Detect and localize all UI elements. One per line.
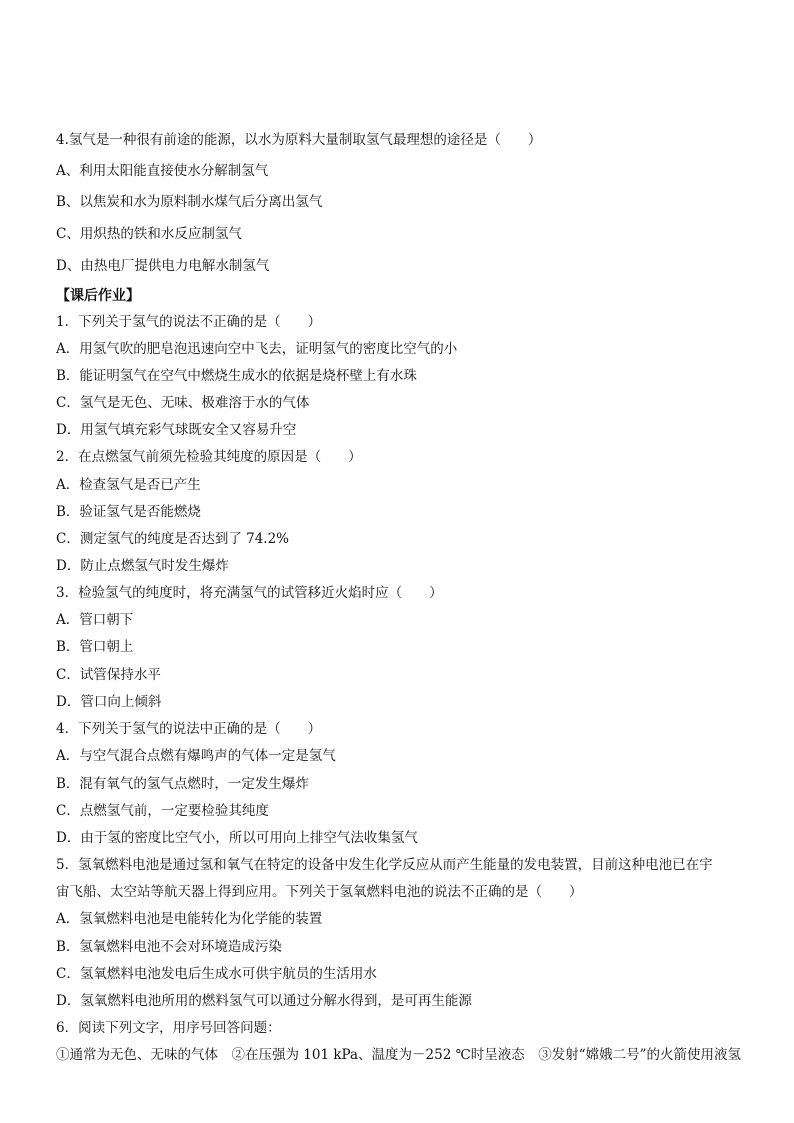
- hw-q1-option-a: A．用氢气吹的肥皂泡迅速向空中飞去，证明氢气的密度比空气的小: [56, 341, 458, 357]
- hw-q5-stem-line1: 5．氢氧燃料电池是通过氢和氧气在特定的设备中发生化学反应从而产生能量的发电装置，目前这种电池已在宇: [56, 857, 713, 873]
- hw-q1-option-c: C．氢气是无色、无味、极难溶于水的气体: [56, 395, 310, 411]
- hw-q1-option-d: D．用氢气填充彩气球既安全又容易升空: [56, 422, 297, 438]
- hw-q2-stem: 2．在点燃氢气前须先检验其纯度的原因是（ ）: [56, 449, 362, 465]
- hw-q3-option-d: D．管口向上倾斜: [56, 694, 162, 710]
- hw-q3-option-b: B．管口朝上: [56, 639, 134, 655]
- hw-q2-option-a: A．检查氢气是否已产生: [56, 477, 201, 493]
- question-4-option-c: C、用炽热的铁和水反应制氢气: [56, 226, 242, 242]
- hw-q6-stem: 6．阅读下列文字，用序号回答问题：: [56, 1020, 281, 1036]
- hw-q5-stem-line2: 宙飞船、太空站等航天器上得到应用。下列关于氢氧燃料电池的说法不正确的是（ ）: [56, 884, 583, 900]
- hw-q5-option-b: B．氢氧燃料电池不会对环境造成污染: [56, 939, 282, 955]
- hw-q2-option-b: B．验证氢气是否能燃烧: [56, 504, 201, 520]
- hw-q1-option-b: B．能证明氢气在空气中燃烧生成水的依据是烧杯壁上有水珠: [56, 368, 417, 384]
- question-4-option-b: B、以焦炭和水为原料制水煤气后分离出氢气: [56, 194, 323, 210]
- hw-q5-option-c: C．氢氧燃料电池发电后生成水可供宇航员的生活用水: [56, 966, 377, 982]
- hw-q4-option-d: D．由于氢的密度比空气小，所以可用向上排空气法收集氢气: [56, 830, 418, 846]
- question-4-stem: 4.氢气是一种很有前途的能源，以水为原料大量制取氢气最理想的途径是（ ）: [56, 132, 542, 148]
- hw-q4-option-a: A．与空气混合点燃有爆鸣声的气体一定是氢气: [56, 748, 336, 764]
- question-4-option-d: D、由热电厂提供电力电解水制氢气: [56, 258, 270, 274]
- hw-q4-option-c: C．点燃氢气前，一定要检验其纯度: [56, 803, 269, 819]
- hw-q3-option-c: C．试管保持水平: [56, 667, 161, 683]
- homework-heading: 【课后作业】: [56, 288, 140, 304]
- hw-q1-stem: 1．下列关于氢气的说法不正确的是（ ）: [56, 314, 322, 330]
- hw-q2-option-c: C．测定氢气的纯度是否达到了 74.2%: [56, 531, 290, 547]
- hw-q6-statements: ①通常为无色、无味的气体 ②在压强为 101 kPa、温度为－252 ℃时呈液态 ③发射“嫦娥二号”的火箭使用液氢: [56, 1047, 742, 1063]
- hw-q5-option-d: D．氢氧燃料电池所用的燃料氢气可以通过分解水得到，是可再生能源: [56, 993, 472, 1009]
- hw-q4-option-b: B．混有氧气的氢气点燃时，一定发生爆炸: [56, 776, 309, 792]
- hw-q3-stem: 3．检验氢气的纯度时，将充满氢气的试管移近火焰时应（ ）: [56, 585, 443, 601]
- hw-q5-option-a: A．氢氧燃料电池是电能转化为化学能的装置: [56, 911, 323, 927]
- hw-q4-stem: 4．下列关于氢气的说法中正确的是（ ）: [56, 721, 322, 737]
- question-4-option-a: A、利用太阳能直接使水分解制氢气: [56, 163, 269, 179]
- hw-q2-option-d: D．防止点燃氢气时发生爆炸: [56, 558, 229, 574]
- hw-q3-option-a: A．管口朝下: [56, 612, 134, 628]
